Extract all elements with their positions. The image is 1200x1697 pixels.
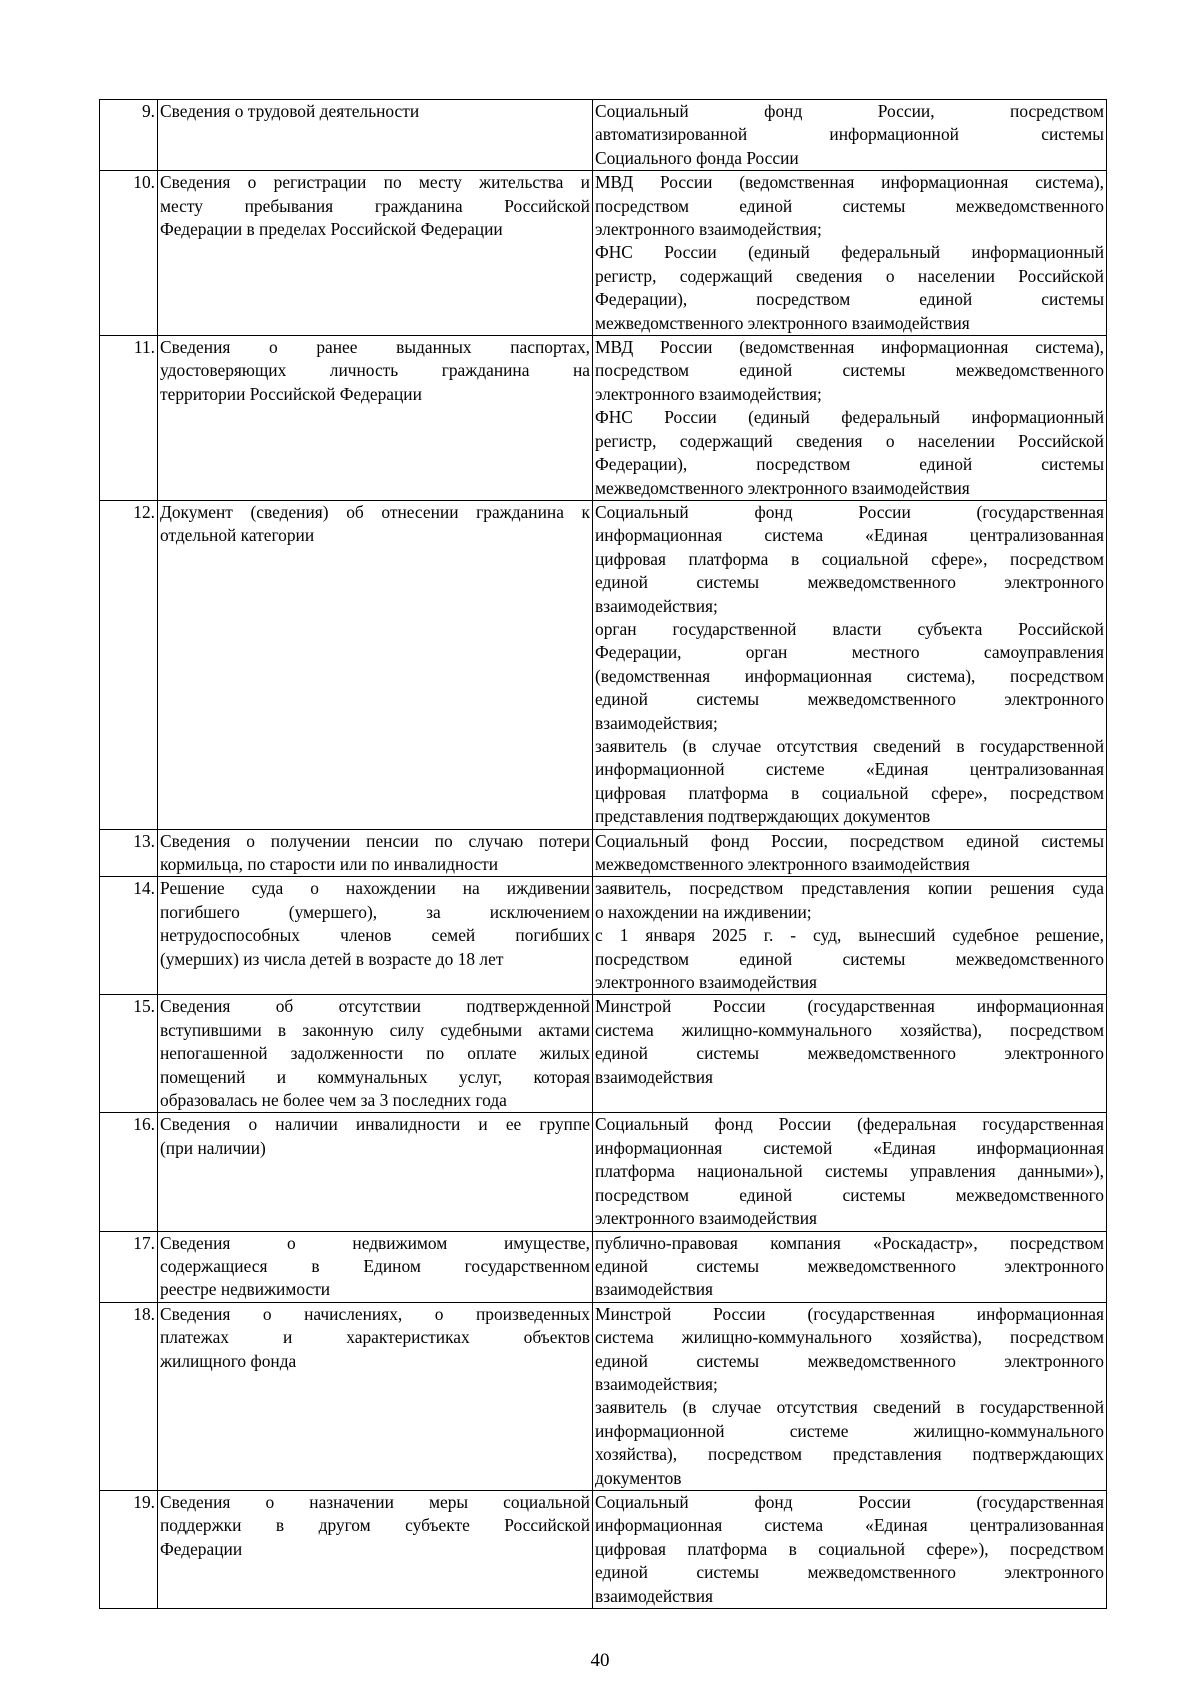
source-cell <box>593 500 1107 829</box>
table-body <box>100 100 1107 1609</box>
table-row <box>100 500 1107 829</box>
row-number: 19. <box>100 1490 158 1608</box>
source-line: Социального фонда России <box>595 147 799 168</box>
page-number: 40 <box>590 1650 610 1671</box>
source-paragraph <box>595 171 1104 241</box>
source-line: Федерации), посредством единой системы <box>595 454 1104 475</box>
source-cell <box>593 1302 1107 1490</box>
source-line: межведомственного электронного взаимодействия <box>595 477 970 498</box>
row-number: 17. <box>100 1231 158 1302</box>
source-line: межведомственного электронного взаимодействия <box>595 312 970 333</box>
info-name-line: жилищного фонда <box>160 1350 297 1371</box>
source-line: платформа национальной системы управления данными»), <box>595 1161 1104 1182</box>
info-name-line: погибшего (умершего), за исключением <box>160 901 590 922</box>
source-paragraph <box>595 877 1104 924</box>
info-name-cell <box>158 1490 593 1608</box>
source-line: цифровая платформа в социальной сфере», посредством <box>595 782 1104 803</box>
source-line: взаимодействия; <box>595 595 718 616</box>
source-line: ФНС России (единый федеральный информационный <box>595 407 1104 428</box>
source-line: система жилищно-коммунального хозяйства), посредством <box>595 1019 1104 1040</box>
source-line: единой системы межведомственного электронного <box>595 1350 1104 1371</box>
source-paragraph <box>595 1113 1104 1230</box>
source-paragraph <box>595 1303 1104 1397</box>
source-cell <box>593 1113 1107 1231</box>
source-line: посредством единой системы межведомственного <box>595 948 1104 969</box>
source-line: посредством единой системы межведомственного <box>595 195 1104 216</box>
info-name-line: территории Российской Федерации <box>160 383 422 404</box>
source-cell <box>593 100 1107 171</box>
info-name-line: (при наличии) <box>160 1137 266 1158</box>
info-name-cell <box>158 1231 593 1302</box>
table-row <box>100 829 1107 877</box>
info-name-line: Решение суда о нахождении на иждивении <box>160 878 590 899</box>
info-name-line: месту пребывания гражданина Российской <box>160 195 590 216</box>
source-cell <box>593 877 1107 995</box>
source-line: взаимодействия <box>595 1066 714 1087</box>
source-line: Федерации, орган местного самоуправления <box>595 642 1104 663</box>
source-line: цифровая платформа в социальной сфере», посредством <box>595 548 1104 569</box>
source-line: ФНС России (единый федеральный информационный <box>595 242 1104 263</box>
info-name-cell <box>158 1302 593 1490</box>
info-name-cell <box>158 500 593 829</box>
source-line: электронного взаимодействия; <box>595 383 822 404</box>
info-name-line: Сведения об отсутствии подтвержденной <box>160 996 590 1017</box>
info-name-line: отдельной категории <box>160 525 315 546</box>
row-number: 16. <box>100 1113 158 1231</box>
source-cell <box>593 1231 1107 1302</box>
source-line: информационной системе жилищно-коммунального <box>595 1420 1104 1441</box>
info-name-line: удостоверяющих личность гражданина на <box>160 360 590 381</box>
info-name-line: нетрудоспособных членов семей погибших <box>160 925 590 946</box>
source-line: заявитель, посредством представления копии решения суда <box>595 878 1104 899</box>
source-line: единой системы межведомственного электронного <box>595 572 1104 593</box>
source-line: регистр, содержащий сведения о населении Российской <box>595 430 1104 451</box>
source-line: (ведомственная информационная система), посредством <box>595 665 1104 686</box>
row-number: 18. <box>100 1302 158 1490</box>
source-line: Социальный фонд России, посредством <box>595 101 1104 121</box>
source-cell <box>593 336 1107 501</box>
source-line: электронного взаимодействия <box>595 972 818 993</box>
source-line: единой системы межведомственного электронного <box>595 1255 1104 1276</box>
info-name-line: Сведения о регистрации по месту жительства и <box>160 172 590 193</box>
source-line: орган государственной власти субъекта Российской <box>595 618 1104 639</box>
row-number: 14. <box>100 877 158 995</box>
source-line: электронного взаимодействия; <box>595 219 822 240</box>
source-line: единой системы межведомственного электронного <box>595 689 1104 710</box>
info-name-line: помещений и коммунальных услуг, которая <box>160 1066 590 1087</box>
source-line: взаимодействия <box>595 1585 714 1606</box>
table-row <box>100 1113 1107 1231</box>
source-paragraph <box>595 336 1104 406</box>
source-paragraph <box>595 1491 1104 1608</box>
source-line: МВД России (ведомственная информационная система), <box>595 337 1104 358</box>
source-line: информационная система «Единая централизованная <box>595 525 1104 546</box>
info-name-line: содержащиеся в Едином государственном <box>160 1255 590 1276</box>
source-line: Социальный фонд России, посредством единой системы <box>595 830 1104 851</box>
info-name-cell <box>158 829 593 877</box>
row-number: 12. <box>100 500 158 829</box>
source-line: о нахождении на иждивении; <box>595 901 812 922</box>
table-row <box>100 1490 1107 1608</box>
info-name-line: платежах и характеристиках объектов <box>160 1327 590 1348</box>
source-line: взаимодействия <box>595 1279 714 1300</box>
source-line: взаимодействия; <box>595 712 718 733</box>
info-name-cell <box>158 336 593 501</box>
info-name-line: Сведения о недвижимом имуществе, <box>160 1232 590 1253</box>
source-paragraph <box>595 406 1104 500</box>
row-number: 15. <box>100 995 158 1113</box>
info-name-line: Документ (сведения) об отнесении гражданина к <box>160 501 590 522</box>
source-paragraph <box>595 830 1104 877</box>
source-paragraph <box>595 241 1104 335</box>
info-name-cell <box>158 100 593 171</box>
source-paragraph <box>595 100 1104 170</box>
source-cell <box>593 829 1107 877</box>
info-name-line: Сведения о трудовой деятельности <box>160 101 420 121</box>
table-row <box>100 877 1107 995</box>
source-line: цифровая платформа в социальной сфере»), посредством <box>595 1538 1104 1559</box>
info-name-cell <box>158 1113 593 1231</box>
source-line: Социальный фонд России (государственная <box>595 501 1104 522</box>
source-cell <box>593 1490 1107 1608</box>
row-number: 10. <box>100 171 158 336</box>
info-name-cell <box>158 877 593 995</box>
table-row <box>100 171 1107 336</box>
table-row <box>100 336 1107 501</box>
source-line: информационная система «Единая централизованная <box>595 1515 1104 1536</box>
info-name-line: Федерации в пределах Российской Федерации <box>160 219 503 240</box>
source-line: единой системы межведомственного электронного <box>595 1562 1104 1583</box>
info-name-line: Сведения о получении пенсии по случаю потери <box>160 830 590 851</box>
info-name-line: образовалась не более чем за 3 последних года <box>160 1090 507 1111</box>
table-row <box>100 995 1107 1113</box>
source-line: Федерации), посредством единой системы <box>595 289 1104 310</box>
source-line: Минстрой России (государственная информационная <box>595 996 1104 1017</box>
source-line: регистр, содержащий сведения о населении Российской <box>595 265 1104 286</box>
source-line: документов <box>595 1467 682 1488</box>
info-name-line: непогашенной задолженности по оплате жилых <box>160 1043 590 1064</box>
info-name-line: реестре недвижимости <box>160 1279 331 1300</box>
source-line: Минстрой России (государственная информационная <box>595 1303 1104 1324</box>
source-line: публично-правовая компания «Роскадастр», посредством <box>595 1232 1104 1253</box>
info-name-cell <box>158 995 593 1113</box>
source-paragraph <box>595 501 1104 618</box>
source-paragraph <box>595 735 1104 829</box>
source-line: с 1 января 2025 г. - суд, вынесший судебное решение, <box>595 925 1104 946</box>
source-line: заявитель (в случае отсутствия сведений в государственной <box>595 1397 1104 1418</box>
source-line: система жилищно-коммунального хозяйства), посредством <box>595 1327 1104 1348</box>
source-line: МВД России (ведомственная информационная система), <box>595 172 1104 193</box>
info-name-line: Сведения о наличии инвалидности и ее группе <box>160 1114 590 1135</box>
table-row <box>100 1231 1107 1302</box>
info-name-cell <box>158 171 593 336</box>
source-paragraph <box>595 995 1104 1089</box>
source-paragraph <box>595 924 1104 994</box>
table-row <box>100 1302 1107 1490</box>
source-line: Социальный фонд России (федеральная государственная <box>595 1114 1104 1135</box>
info-name-line: (умерших) из числа детей в возрасте до 18 лет <box>160 948 504 969</box>
info-name-line: Сведения о ранее выданных паспортах, <box>160 337 590 358</box>
source-line: взаимодействия; <box>595 1373 718 1394</box>
info-name-line: Сведения о назначении меры социальной <box>160 1491 590 1512</box>
source-paragraph <box>595 618 1104 735</box>
source-line: информационная системой «Единая информационная <box>595 1137 1104 1158</box>
source-line: заявитель (в случае отсутствия сведений в государственной <box>595 735 1104 756</box>
source-line: электронного взаимодействия <box>595 1208 818 1229</box>
info-name-line: Федерации <box>160 1538 243 1559</box>
source-line: межведомственного электронного взаимодействия <box>595 854 970 874</box>
source-line: автоматизированной информационной системы <box>595 124 1104 145</box>
info-name-line: вступившими в законную силу судебными актами <box>160 1019 590 1040</box>
source-line: представления подтверждающих документов <box>595 806 931 827</box>
source-line: информационной системе «Единая централизованная <box>595 759 1104 780</box>
source-line: хозяйства), посредством представления подтверждающих <box>595 1444 1104 1465</box>
table-row <box>100 100 1107 171</box>
source-paragraph <box>595 1396 1104 1490</box>
source-line: посредством единой системы межведомственного <box>595 1184 1104 1205</box>
source-line: Социальный фонд России (государственная <box>595 1491 1104 1512</box>
info-name-line: поддержки в другом субъекте Российской <box>160 1515 590 1536</box>
source-cell <box>593 171 1107 336</box>
info-name-line: Сведения о начислениях, о произведенных <box>160 1303 590 1324</box>
source-paragraph <box>595 1232 1104 1302</box>
source-cell <box>593 995 1107 1113</box>
row-number: 11. <box>100 336 158 501</box>
info-name-line: кормильца, по старости или по инвалидности <box>160 854 499 874</box>
row-number: 9. <box>100 100 158 171</box>
source-line: единой системы межведомственного электронного <box>595 1043 1104 1064</box>
data-sources-table <box>99 99 1107 1609</box>
source-line: посредством единой системы межведомственного <box>595 360 1104 381</box>
row-number: 13. <box>100 829 158 877</box>
